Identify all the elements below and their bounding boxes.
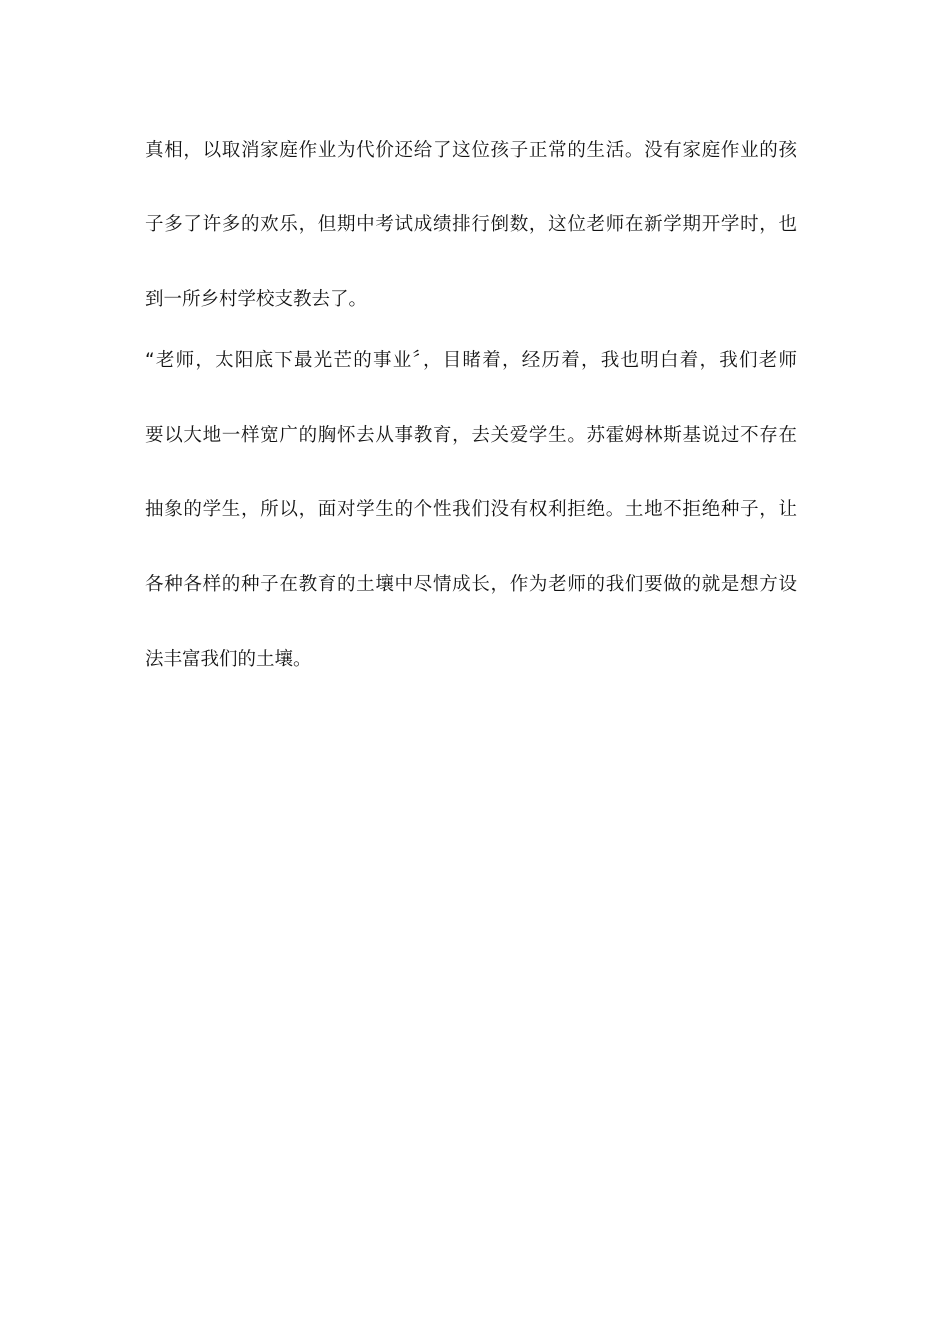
- text-line: 抽象的学生，所以，面对学生的个性我们没有权利拒绝。土地不拒绝种子，让: [145, 499, 797, 520]
- text-line: 子多了许多的欢乐，但期中考试成绩排行倒数，这位老师在新学期开学时，也: [145, 214, 797, 235]
- text-line: 要以大地一样宽广的胸怀去从事教育，去关爱学生。苏霍姆林斯基说过不存在: [145, 425, 797, 446]
- text-line: 真相，以取消家庭作业为代价还给了这位孩子正常的生活。没有家庭作业的孩: [145, 140, 797, 161]
- text-line: 各种各样的种子在教育的土壤中尽情成长，作为老师的我们要做的就是想方设: [145, 574, 797, 595]
- text-line: “老师，太阳底下最光芒的事业〞，目睹着，经历着，我也明白着，我们老师: [145, 350, 797, 371]
- text-line: 到一所乡村学校支教去了。: [145, 289, 368, 310]
- text-line: 法丰富我们的土壤。: [145, 649, 312, 670]
